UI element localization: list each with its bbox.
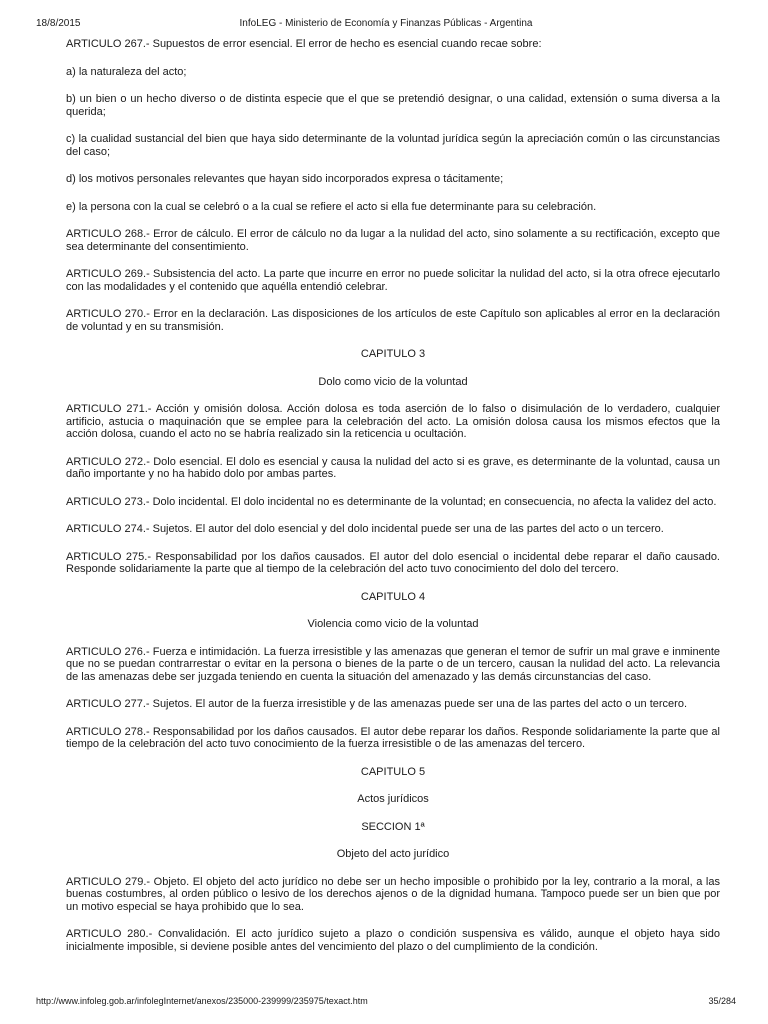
- chapter-heading: CAPITULO 4: [360, 590, 426, 603]
- print-date: 18/8/2015: [36, 18, 81, 29]
- article-268: ARTICULO 268.- Error de cálculo. El error de cálculo no da lugar a la nulidad del acto, sino solamente a su rectificación, excepto que sea determinante del consentimiento.: [66, 228, 720, 253]
- document-body: [66, 38, 720, 968]
- article-269: ARTICULO 269.- Subsistencia del acto. La parte que incurre en error no puede solicitar la nulidad del acto, si la otra ofrece ejecutarlo con las modalidades y el contenido que aquélla entendió celebrar.: [66, 268, 720, 293]
- page-number: 35/284: [708, 996, 736, 1006]
- article-276: ARTICULO 276.- Fuerza e intimidación. La fuerza irresistible y las amenazas que generan el temor de sufrir un mal grave e inminente que no se puedan contrarrestar o evitar en la persona o bienes de la parte o de un tercero, causan la nulidad del acto. La relevancia de las amenazas debe ser juzgada teniendo en cuenta la situación del amenazado y las demás circunstancias del caso.: [66, 645, 720, 683]
- chapter-subtitle: Violencia como vicio de la voluntad: [307, 618, 479, 630]
- chapter-heading: CAPITULO 3: [360, 348, 426, 360]
- article-271: ARTICULO 271.- Acción y omisión dolosa. Acción dolosa es toda aserción de lo falso o disimulación de lo verdadero, cualquier artificio, astucia o maquinación que se emplee para la celebración del acto. La omisión dolosa causa los mismos efectos que la acción dolosa, cuando el acto no se habría realizado sin la reticencia u ocultación.: [66, 403, 720, 440]
- page-footer: [36, 994, 736, 1008]
- article-274: ARTICULO 274.- Sujetos. El autor del dolo esencial y del dolo incidental puede ser una de las partes del acto o un tercero.: [66, 523, 664, 535]
- article-267: ARTICULO 267.- Supuestos de error esencial. El error de hecho es esencial cuando recae sobre:: [66, 38, 542, 50]
- section-heading: SECCION 1ª: [361, 820, 425, 833]
- article-280: ARTICULO 280.- Convalidación. El acto jurídico sujeto a plazo o condición suspensiva es válido, aunque el objeto haya sido inicialmente imposible, si deviene posible antes del vencimiento del plazo o del cumplimiento de la condición.: [66, 928, 720, 953]
- article-272: ARTICULO 272.- Dolo esencial. El dolo es esencial y causa la nulidad del acto si es grave, es determinante de la voluntad, causa un daño importante y no ha habido dolo por ambas partes.: [66, 455, 720, 480]
- page-header: [36, 17, 736, 31]
- article-278: ARTICULO 278.- Responsabilidad por los daños causados. El autor debe reparar los daños. Responde solidariamente la parte que al tiempo de la celebración del acto tuvo conocimiento de la fuerza irresistible o de las amenazas del tercero.: [66, 725, 720, 750]
- item-a: a) la naturaleza del acto;: [66, 65, 187, 78]
- item-e: e) la persona con la cual se celebró o a la cual se refiere el acto si ella fue determinante para su celebración.: [66, 200, 597, 213]
- site-title: InfoLEG - Ministerio de Economía y Finanzas Públicas - Argentina: [239, 18, 533, 29]
- article-270: ARTICULO 270.- Error en la declaración. Las disposiciones de los artículos de este Capítulo son aplicables al error en la declaración de voluntad y en su transmisión.: [66, 308, 720, 333]
- chapter-subtitle: Dolo como vicio de la voluntad: [318, 375, 468, 388]
- item-d: d) los motivos personales relevantes que hayan sido incorporados expresa o tácitamente;: [66, 173, 504, 185]
- article-275: ARTICULO 275.- Responsabilidad por los daños causados. El autor del dolo esencial o incidental debe reparar el daño causado. Responde solidariamente la parte que al tiempo de la celebración del acto tuvo conocimiento del dolo del tercero.: [66, 550, 720, 575]
- article-273: ARTICULO 273.- Dolo incidental. El dolo incidental no es determinante de la voluntad; en consecuencia, no afecta la validez del acto.: [66, 495, 717, 508]
- section-subtitle: Objeto del acto jurídico: [336, 848, 450, 860]
- article-279: ARTICULO 279.- Objeto. El objeto del acto jurídico no debe ser un hecho imposible o prohibido por la ley, contrario a la moral, a las buenas costumbres, al orden público o lesivo de los derechos ajenos o de la dignidad humana. Tampoco puede ser un bien que por un motivo especial se haya prohibido que lo sea.: [66, 875, 720, 913]
- item-c: c) la cualidad sustancial del bien que haya sido determinante de la voluntad jurídica según la apreciación común o las circunstancias del caso;: [66, 133, 720, 158]
- chapter-heading: CAPITULO 5: [360, 765, 426, 778]
- article-277: ARTICULO 277.- Sujetos. El autor de la fuerza irresistible y de las amenazas puede ser una de las partes del acto o un tercero.: [66, 698, 688, 710]
- chapter-subtitle: Actos jurídicos: [357, 793, 429, 805]
- item-b: b) un bien o un hecho diverso o de distinta especie que el que se pretendió designar, o una calidad, extensión o suma diversa a la querida;: [66, 93, 720, 118]
- source-url: http://www.infoleg.gob.ar/infolegInternet/anexos/235000-239999/235975/texact.htm: [36, 996, 368, 1006]
